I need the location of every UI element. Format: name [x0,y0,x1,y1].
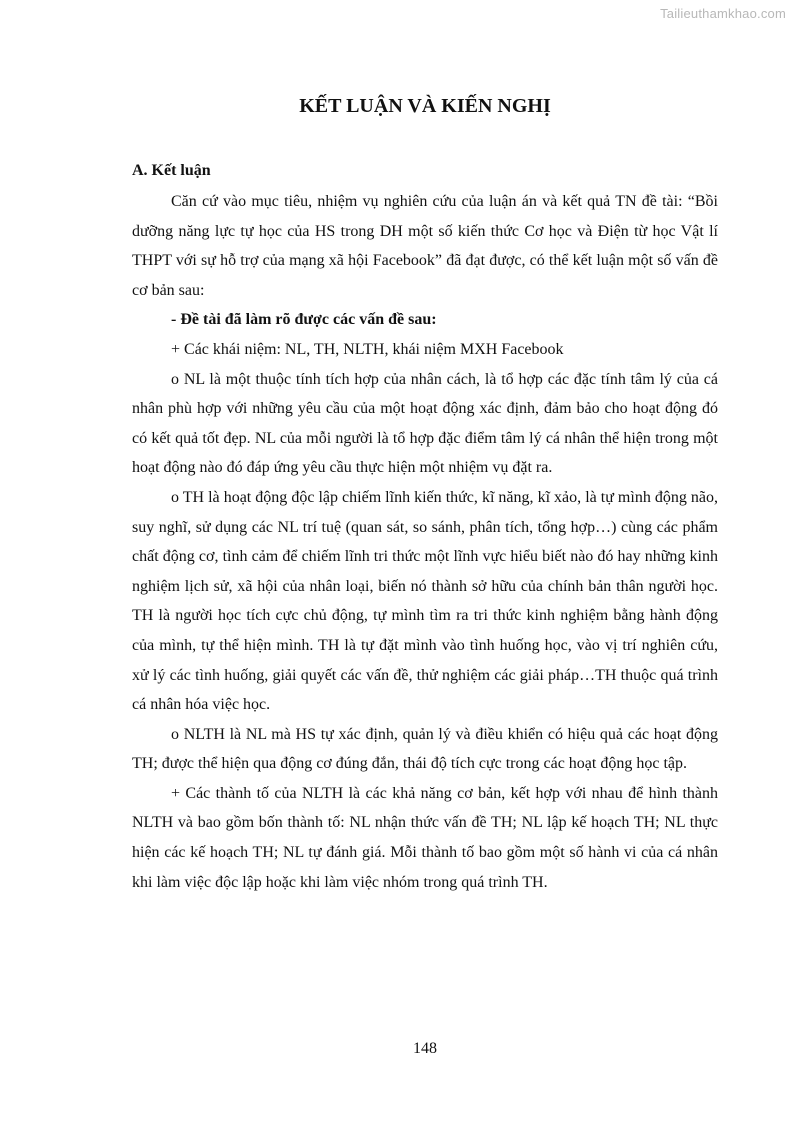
page-number: 148 [413,1040,437,1057]
paragraph-nlth-components: + Các thành tố của NLTH là các khả năng cơ bản, kết hợp với nhau để hình thành NLTH và bao gồm bốn thành tố: NL nhận thức vấn đề TH; NL lập kế hoạch TH; NL thực hiện các kế hoạch TH; NL tự đánh giá. Mỗi thành tố bao gồm một số hành vi của cá nhân khi làm việc độc lập hoặc khi làm việc nhóm trong quá trình TH. [132,784,718,891]
page-title: KẾT LUẬN VÀ KIẾN NGHỊ [299,95,551,117]
paragraph-issues-heading: - Đề tài đã làm rõ được các vấn đề sau: [171,311,437,329]
paragraph-th-definition: o TH là hoạt động độc lập chiếm lĩnh kiến thức, kĩ năng, kĩ xảo, là tự mình động não, suy nghĩ, sử dụng các NL trí tuệ (quan sát, so sánh, phân tích, tổng hợp…) cùng các phẩm chất động cơ, tình cảm để chiếm lĩnh tri thức một lĩnh vực hiểu biết nào đó hay những kinh nghiệm lịch sử, xã hội của nhân loại, biến nó thành sở hữu của chính bản thân người học. TH là người học tích cực chủ động, tự mình tìm ra tri thức kinh nghiệm bằng hành động của mình, tự thể hiện mình. TH là tự đặt mình vào tình huống học, vào vị trí nghiên cứu, xử lý các tình huống, giải quyết các vấn đề, thử nghiệm các giải pháp…TH thuộc quá trình cá nhân hóa việc học. [132,488,718,714]
paragraph-concepts: + Các khái niệm: NL, TH, NLTH, khái niệm MXH Facebook [171,340,564,358]
section-heading: A. Kết luận [132,162,211,179]
paragraph-intro: Căn cứ vào mục tiêu, nhiệm vụ nghiên cứu của luận án và kết quả TN đề tài: “Bồi dưỡng năng lực tự học của HS trong DH một số kiến thức Cơ học và Điện từ học Vật lí THPT với sự hỗ trợ của mạng xã hội Facebook” đã đạt được, có thể kết luận một số vấn đề cơ bản sau: [132,193,718,299]
paragraph-nlth-definition: o NLTH là NL mà HS tự xác định, quản lý và điều khiển có hiệu quả các hoạt động TH; được thể hiện qua động cơ đúng đắn, thái độ tích cực trong các hoạt động học tập. [132,725,718,773]
watermark: Tailieuthamkhao.com [660,6,786,21]
body-text [132,187,718,897]
paragraph-nl-definition: o NL là một thuộc tính tích hợp của nhân cách, là tổ hợp các đặc tính tâm lý của cá nhân phù hợp với những yêu cầu của một hoạt động xác định, đảm bảo cho hoạt động đó có kết quả tốt đẹp. NL của mỗi người là tổ hợp đặc điểm tâm lý cá nhân thể hiện trong một hoạt động nào đó đáp ứng yêu cầu thực hiện một nhiệm vụ đặt ra. [132,370,718,477]
